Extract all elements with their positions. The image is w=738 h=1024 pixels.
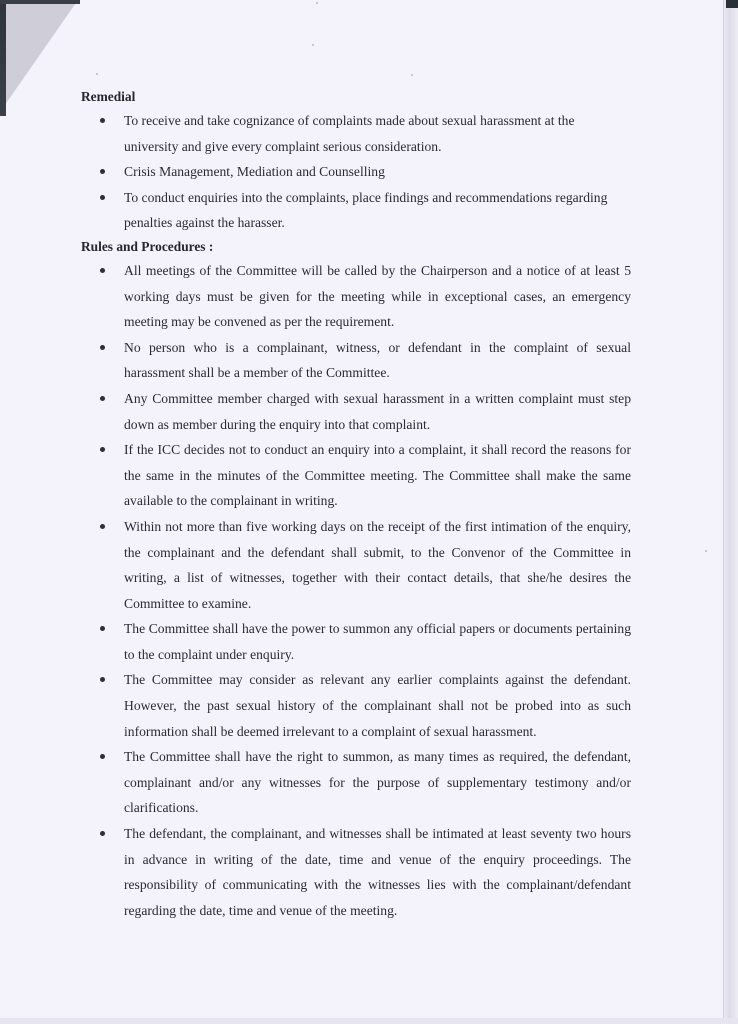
list-item [81,437,631,514]
scanner-edge-corner [726,0,738,8]
list-item [81,108,631,159]
list-item [81,258,631,335]
document-body [81,86,631,923]
list-item [81,744,631,821]
bullet-icon [100,447,105,452]
scan-speck [411,74,413,76]
scanner-edge-bottom [0,1018,738,1024]
bullet-icon [100,626,105,631]
scan-speck [312,44,314,46]
bullet-icon [100,169,105,174]
list-item-text: To conduct enquiries into the complaints, place findings and recommendations regarding penalties against the harasser. [124,189,608,231]
bullet-icon [100,754,105,759]
scan-speck [705,550,707,552]
bullet-icon [100,524,105,529]
scanner-edge-left [0,0,6,116]
bullet-icon [100,118,105,123]
list-item [81,185,631,236]
bullet-icon [100,831,105,836]
list-item [81,335,631,386]
bullet-icon [100,677,105,682]
list-item-text: The Committee shall have the right to summon, as many times as required, the defendant, complainant and/or any witnesses for the purpose of supplementary testimony and/or clarifications. [124,749,631,816]
list-item [81,159,631,185]
list-item-text: All meetings of the Committee will be called by the Chairperson and a notice of at least 5 working days must be given for the meeting while in exceptional cases, an emergency meeting may be convened as per the requirement. [124,262,631,330]
list-item-text: Crisis Management, Mediation and Counselling [124,164,385,180]
scan-speck [316,2,318,4]
list-item [81,821,631,923]
bullet-icon [100,195,105,200]
list-item [81,616,631,667]
scanner-edge-top [0,0,80,4]
list-item-text: Any Committee member charged with sexual harassment in a written complaint must step down as member during the enquiry into that complaint. [124,390,631,432]
list-item [81,667,631,744]
list-item [81,514,631,616]
list-item-text: To receive and take cognizance of complaints made about sexual harassment at the university and give every complaint serious consideration. [124,113,575,154]
scanner-edge-right [723,0,738,1024]
scan-speck [96,73,98,75]
list-item-text: Within not more than five working days on the receipt of the first intimation of the enquiry, the complainant and the defendant shall submit, to the Convenor of the Committee in writing, a list of witnesses, together with their contact details, that she/he desires the Committee to examine. [124,518,631,611]
section-heading-remedial: Remedial [81,89,136,104]
list-item-text: If the ICC decides not to conduct an enquiry into a complaint, it shall record the reasons for the same in the minutes of the Committee meeting. The Committee shall make the same available to the complainant in writing. [124,442,631,509]
list-item-text: No person who is a complainant, witness, or defendant in the complaint of sexual harassment shall be a member of the Committee. [124,339,631,381]
list-item [81,386,631,437]
bullet-icon [100,268,105,273]
list-item-text: The Committee shall have the power to summon any official papers or documents pertaining to the complaint under enquiry. [124,621,631,662]
bullet-icon [100,396,105,401]
rules-list [81,258,631,923]
folded-corner [0,0,78,112]
list-item-text: The Committee may consider as relevant any earlier complaints against the defendant. However, the past sexual history of the complainant shall not be probed into as such information shall be deemed irrelevant to a complaint of sexual harassment. [124,672,631,739]
section-heading-rules-and-procedures: Rules and Procedures : [81,238,214,254]
list-item-text: The defendant, the complainant, and witnesses shall be intimated at least seventy two hours in advance in writing of the date, time and venue of the enquiry proceedings. The responsibility of communicating with the witnesses lies with the complainant/defendant regarding the date, time and venue of the meeting. [124,826,631,918]
remedial-list [81,108,631,236]
bullet-icon [100,345,105,350]
